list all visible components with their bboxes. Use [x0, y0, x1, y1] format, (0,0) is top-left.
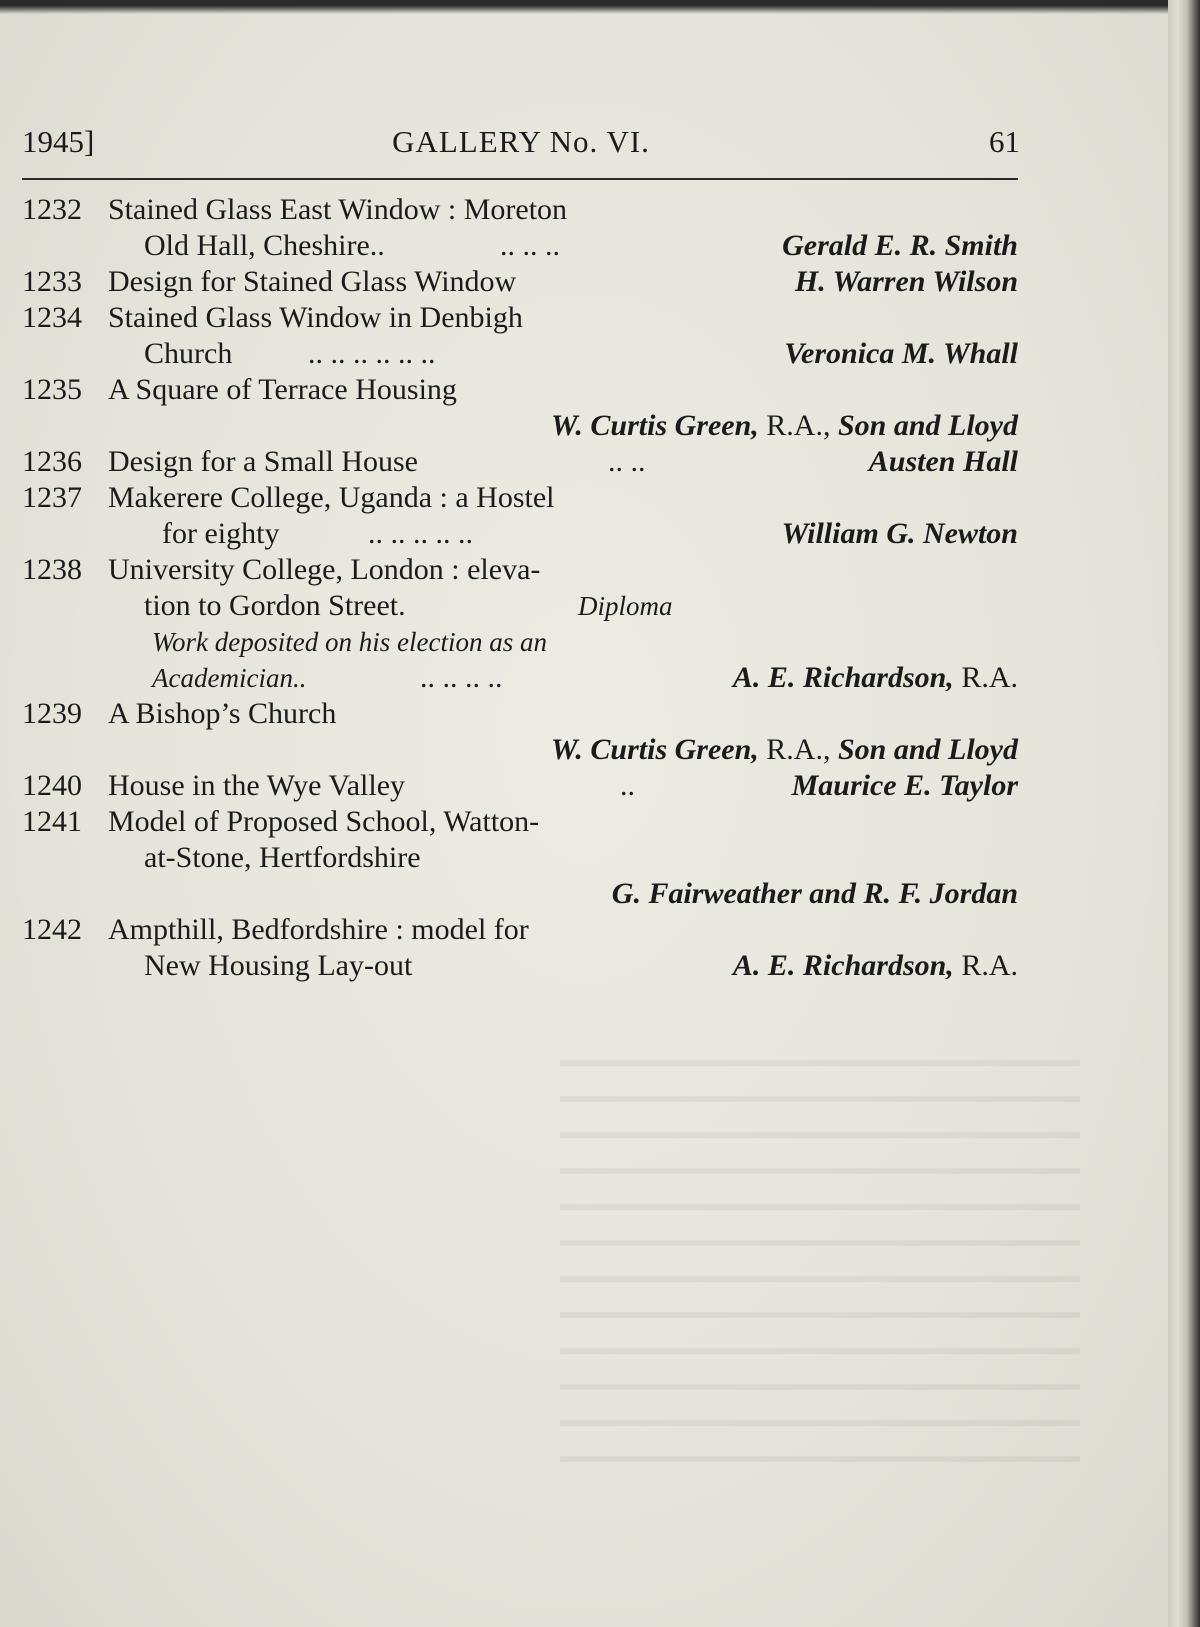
entry-number: 1239 [22, 697, 82, 730]
top-shadow [0, 0, 1168, 14]
leader-dots: .. .. .. .. .. [368, 517, 473, 550]
entry-1234-line-2 [22, 336, 1018, 372]
header-year: 1945] [22, 124, 95, 159]
entry-1241-line-2 [22, 840, 1018, 876]
artist-suffix: R.A., [766, 409, 831, 442]
entry-number: 1233 [22, 265, 82, 298]
header-rule [22, 178, 1018, 180]
entry-1236-line-1 [22, 444, 1018, 480]
entry-note-cont: Academician.. [152, 663, 307, 693]
entry-artist: Veronica M. Whall [784, 337, 1018, 370]
entry-title: Design for Stained Glass Window [108, 265, 517, 298]
entry-artist: G. Fairweather and R. F. Jordan [611, 877, 1018, 910]
leader-dots: .. .. .. [500, 229, 560, 262]
artist-suffix: R.A. [961, 949, 1018, 982]
entry-1241-line-1 [22, 804, 1018, 840]
entry-title-cont: New Housing Lay-out [144, 949, 413, 982]
entry-artist: W. Curtis Green, [550, 409, 759, 442]
entry-1240-line-1 [22, 768, 1018, 804]
entry-artist-block [733, 660, 1018, 696]
entry-number: 1240 [22, 769, 82, 802]
leader-dots: .. .. [608, 445, 646, 478]
entry-artist: W. Curtis Green, [550, 733, 759, 766]
entry-number: 1241 [22, 805, 82, 838]
entry-title: Ampthill, Bedfordshire : model for [108, 913, 529, 946]
entry-1232-line-1 [22, 192, 1018, 228]
entry-1235-line-2 [22, 408, 1018, 444]
entry-title: Design for a Small House [108, 445, 418, 478]
entry-title-cont: for eighty [162, 517, 280, 550]
running-header [22, 124, 1020, 164]
entry-title-cont: at-Stone, Hertfordshire [144, 841, 421, 874]
entry-1241-line-3 [22, 876, 1018, 912]
entry-artist: A. E. Richardson, [732, 661, 954, 694]
entry-title: Stained Glass East Window : Moreton [108, 193, 568, 226]
entry-artist: A. E. Richardson, [732, 949, 954, 982]
header-title: GALLERY No. VI. [392, 124, 650, 159]
entry-number: 1234 [22, 301, 82, 334]
entry-artist-block [551, 408, 1018, 444]
entry-number: 1236 [22, 445, 82, 478]
entry-title: Model of Proposed School, Watton- [108, 805, 540, 838]
entry-artist: Austen Hall [868, 445, 1018, 478]
entry-1238-line-1 [22, 552, 1018, 588]
diploma-label: Diploma [578, 591, 673, 621]
entry-artist-block [733, 948, 1018, 984]
entry-1238-line-2 [22, 588, 1018, 624]
entry-note: Work deposited on his election as an [152, 627, 547, 657]
entry-1232-line-2 [22, 228, 1018, 264]
entry-artist: H. Warren Wilson [794, 265, 1018, 298]
page-number: 61 [989, 124, 1020, 159]
entry-number: 1232 [22, 193, 82, 226]
entry-1238-line-4 [22, 660, 1018, 696]
show-through-text [560, 1030, 1080, 1490]
entry-1242-line-1 [22, 912, 1018, 948]
entry-1234-line-1 [22, 300, 1018, 336]
entry-title-cont: tion to Gordon Street. [144, 589, 406, 622]
entry-title: A Bishop’s Church [108, 697, 337, 730]
leader-dots: .. .. .. .. .. .. [308, 337, 436, 370]
entry-artist: William G. Newton [781, 517, 1018, 550]
entry-artist-block [551, 732, 1018, 768]
entry-1242-line-2 [22, 948, 1018, 984]
page-edge [1168, 0, 1200, 1627]
entry-1239-line-2 [22, 732, 1018, 768]
entry-number: 1235 [22, 373, 82, 406]
entry-1237-line-2 [22, 516, 1018, 552]
entry-title: Makerere College, Uganda : a Hostel [108, 481, 555, 514]
entry-title: A Square of Terrace Housing [108, 373, 457, 406]
entry-title: House in the Wye Valley [108, 769, 406, 802]
entry-title-cont: Old Hall, Cheshire.. [144, 229, 385, 262]
entry-1238-line-3 [22, 624, 1018, 660]
entry-title-cont: Church [144, 337, 233, 370]
entry-number: 1238 [22, 553, 82, 586]
entry-title: University College, London : eleva- [108, 553, 541, 586]
entry-artist: Gerald E. R. Smith [782, 229, 1018, 262]
artist-suffix: R.A. [961, 661, 1018, 694]
entry-1235-line-1 [22, 372, 1018, 408]
leader-dots: .. [620, 769, 635, 802]
entry-number: 1242 [22, 913, 82, 946]
entry-1237-line-1 [22, 480, 1018, 516]
entry-artist: Maurice E. Taylor [791, 769, 1018, 802]
entry-number: 1237 [22, 481, 82, 514]
entry-1233-line-1 [22, 264, 1018, 300]
artist-suffix: R.A., [766, 733, 831, 766]
artist-extra: Son and Lloyd [837, 409, 1018, 442]
leader-dots: .. .. .. .. [420, 661, 503, 694]
entry-1239-line-1 [22, 696, 1018, 732]
artist-extra: Son and Lloyd [837, 733, 1018, 766]
entry-title: Stained Glass Window in Denbigh [108, 301, 523, 334]
